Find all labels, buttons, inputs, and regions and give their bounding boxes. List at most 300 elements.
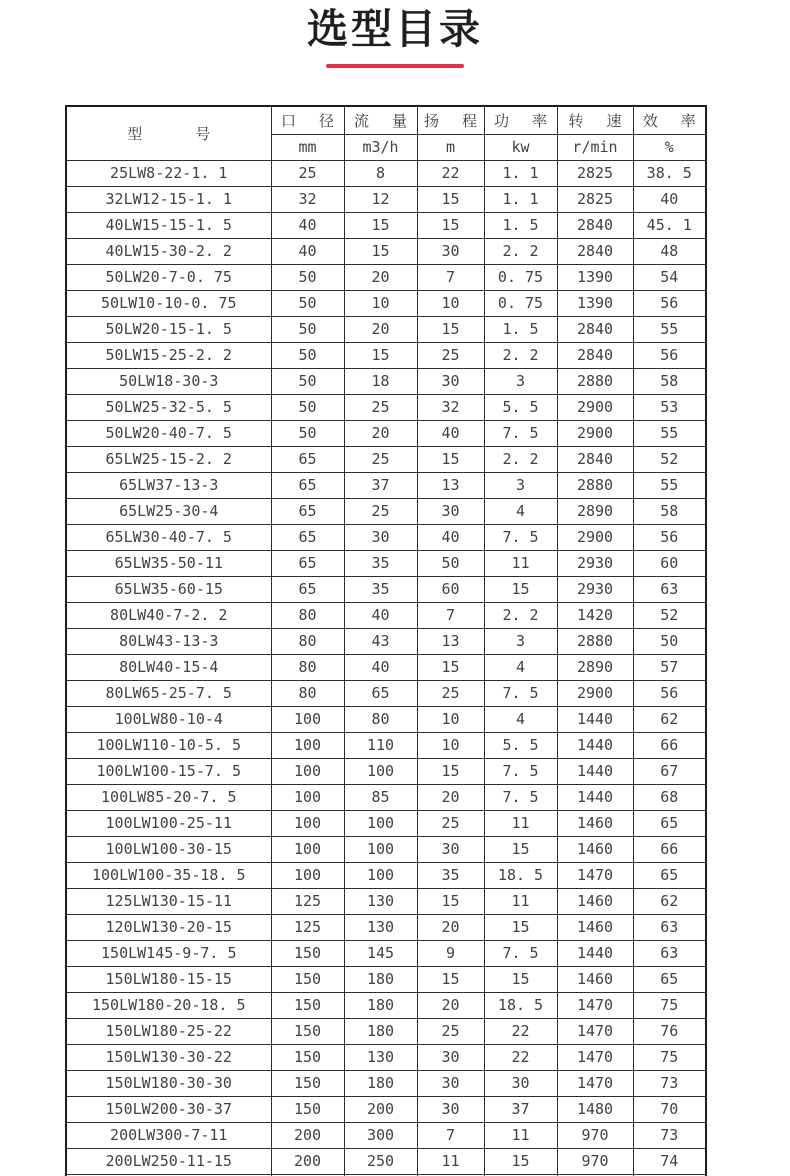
cell-speed: 970	[557, 1148, 633, 1174]
cell-model: 65LW35-60-15	[66, 576, 271, 602]
table-row	[66, 680, 706, 706]
cell-flow: 180	[344, 992, 417, 1018]
cell-efficiency: 57	[633, 654, 706, 680]
cell-speed: 1440	[557, 784, 633, 810]
col-header-model: 型 号	[66, 106, 271, 160]
cell-efficiency: 56	[633, 680, 706, 706]
cell-diameter: 40	[271, 212, 344, 238]
cell-speed: 1390	[557, 290, 633, 316]
cell-model: 50LW25-32-5. 5	[66, 394, 271, 420]
cell-diameter: 80	[271, 602, 344, 628]
cell-diameter: 65	[271, 446, 344, 472]
cell-head: 50	[417, 550, 484, 576]
cell-diameter: 50	[271, 264, 344, 290]
cell-power: 3	[484, 628, 557, 654]
cell-power: 1. 5	[484, 316, 557, 342]
cell-flow: 300	[344, 1122, 417, 1148]
cell-flow: 200	[344, 1096, 417, 1122]
cell-diameter: 100	[271, 810, 344, 836]
cell-flow: 145	[344, 940, 417, 966]
cell-model: 150LW130-30-22	[66, 1044, 271, 1070]
cell-efficiency: 58	[633, 498, 706, 524]
cell-head: 10	[417, 290, 484, 316]
cell-power: 1. 1	[484, 160, 557, 186]
cell-model: 100LW100-25-11	[66, 810, 271, 836]
cell-speed: 2890	[557, 654, 633, 680]
cell-head: 7	[417, 264, 484, 290]
page-title: 选型目录	[307, 5, 483, 53]
cell-diameter: 150	[271, 1070, 344, 1096]
cell-flow: 250	[344, 1148, 417, 1174]
unit-power: kw	[484, 134, 557, 160]
cell-efficiency: 70	[633, 1096, 706, 1122]
cell-diameter: 80	[271, 628, 344, 654]
cell-efficiency: 56	[633, 342, 706, 368]
cell-power: 3	[484, 472, 557, 498]
table-row	[66, 498, 706, 524]
cell-efficiency: 67	[633, 758, 706, 784]
cell-power: 15	[484, 836, 557, 862]
col-header-flow: 流 量	[344, 106, 417, 134]
cell-speed: 1470	[557, 992, 633, 1018]
cell-speed: 1440	[557, 706, 633, 732]
header-label-row	[66, 106, 706, 134]
cell-model: 150LW180-30-30	[66, 1070, 271, 1096]
cell-speed: 2930	[557, 576, 633, 602]
cell-model: 25LW8-22-1. 1	[66, 160, 271, 186]
cell-flow: 180	[344, 966, 417, 992]
cell-efficiency: 52	[633, 446, 706, 472]
cell-power: 7. 5	[484, 784, 557, 810]
cell-efficiency: 58	[633, 368, 706, 394]
cell-power: 11	[484, 888, 557, 914]
table-row	[66, 420, 706, 446]
cell-head: 30	[417, 368, 484, 394]
cell-power: 11	[484, 1122, 557, 1148]
cell-diameter: 100	[271, 784, 344, 810]
table-row	[66, 758, 706, 784]
table-row	[66, 862, 706, 888]
cell-speed: 1460	[557, 966, 633, 992]
cell-head: 7	[417, 602, 484, 628]
cell-efficiency: 55	[633, 316, 706, 342]
cell-speed: 1460	[557, 810, 633, 836]
cell-diameter: 50	[271, 290, 344, 316]
unit-flow: m3/h	[344, 134, 417, 160]
cell-diameter: 65	[271, 576, 344, 602]
cell-speed: 2880	[557, 368, 633, 394]
cell-head: 30	[417, 836, 484, 862]
cell-speed: 2840	[557, 446, 633, 472]
cell-diameter: 32	[271, 186, 344, 212]
cell-efficiency: 65	[633, 862, 706, 888]
cell-diameter: 50	[271, 342, 344, 368]
cell-flow: 100	[344, 810, 417, 836]
cell-model: 65LW25-15-2. 2	[66, 446, 271, 472]
cell-power: 15	[484, 966, 557, 992]
cell-head: 9	[417, 940, 484, 966]
table-row	[66, 706, 706, 732]
cell-flow: 20	[344, 264, 417, 290]
cell-model: 32LW12-15-1. 1	[66, 186, 271, 212]
table-row	[66, 602, 706, 628]
cell-speed: 1470	[557, 862, 633, 888]
cell-model: 200LW250-11-15	[66, 1148, 271, 1174]
cell-model: 100LW80-10-4	[66, 706, 271, 732]
cell-head: 30	[417, 1044, 484, 1070]
col-header-diameter: 口 径	[271, 106, 344, 134]
table-row	[66, 212, 706, 238]
cell-head: 15	[417, 888, 484, 914]
cell-diameter: 100	[271, 836, 344, 862]
cell-head: 25	[417, 680, 484, 706]
cell-head: 10	[417, 706, 484, 732]
cell-model: 80LW65-25-7. 5	[66, 680, 271, 706]
cell-head: 35	[417, 862, 484, 888]
cell-diameter: 100	[271, 758, 344, 784]
cell-flow: 20	[344, 420, 417, 446]
table-row	[66, 550, 706, 576]
cell-speed: 2825	[557, 186, 633, 212]
cell-head: 30	[417, 1096, 484, 1122]
cell-diameter: 25	[271, 160, 344, 186]
cell-flow: 80	[344, 706, 417, 732]
table-header	[66, 106, 706, 160]
cell-model: 50LW20-7-0. 75	[66, 264, 271, 290]
cell-diameter: 150	[271, 1096, 344, 1122]
cell-speed: 1440	[557, 940, 633, 966]
cell-efficiency: 73	[633, 1122, 706, 1148]
table-row	[66, 576, 706, 602]
cell-head: 15	[417, 758, 484, 784]
cell-speed: 2840	[557, 316, 633, 342]
cell-flow: 12	[344, 186, 417, 212]
cell-head: 32	[417, 394, 484, 420]
cell-efficiency: 50	[633, 628, 706, 654]
cell-flow: 35	[344, 576, 417, 602]
cell-power: 15	[484, 914, 557, 940]
cell-flow: 40	[344, 654, 417, 680]
cell-model: 120LW130-20-15	[66, 914, 271, 940]
cell-flow: 100	[344, 758, 417, 784]
cell-speed: 2825	[557, 160, 633, 186]
cell-speed: 2880	[557, 628, 633, 654]
cell-model: 150LW200-30-37	[66, 1096, 271, 1122]
cell-flow: 110	[344, 732, 417, 758]
cell-model: 150LW180-15-15	[66, 966, 271, 992]
unit-head: m	[417, 134, 484, 160]
cell-efficiency: 68	[633, 784, 706, 810]
cell-efficiency: 63	[633, 914, 706, 940]
cell-power: 22	[484, 1044, 557, 1070]
cell-flow: 65	[344, 680, 417, 706]
cell-speed: 1440	[557, 758, 633, 784]
table-row	[66, 810, 706, 836]
cell-efficiency: 60	[633, 550, 706, 576]
cell-flow: 180	[344, 1018, 417, 1044]
cell-power: 18. 5	[484, 862, 557, 888]
table-row	[66, 628, 706, 654]
cell-power: 11	[484, 810, 557, 836]
cell-diameter: 65	[271, 498, 344, 524]
cell-model: 40LW15-30-2. 2	[66, 238, 271, 264]
cell-head: 15	[417, 654, 484, 680]
table-body	[66, 160, 706, 1176]
cell-diameter: 100	[271, 732, 344, 758]
table-row	[66, 316, 706, 342]
cell-efficiency: 66	[633, 836, 706, 862]
cell-efficiency: 75	[633, 992, 706, 1018]
cell-flow: 18	[344, 368, 417, 394]
cell-head: 15	[417, 212, 484, 238]
cell-model: 80LW43-13-3	[66, 628, 271, 654]
cell-power: 22	[484, 1018, 557, 1044]
cell-head: 15	[417, 966, 484, 992]
cell-model: 65LW25-30-4	[66, 498, 271, 524]
cell-head: 30	[417, 238, 484, 264]
cell-speed: 2890	[557, 498, 633, 524]
cell-flow: 25	[344, 394, 417, 420]
cell-flow: 37	[344, 472, 417, 498]
cell-speed: 1440	[557, 732, 633, 758]
cell-diameter: 65	[271, 524, 344, 550]
cell-model: 100LW100-30-15	[66, 836, 271, 862]
cell-efficiency: 62	[633, 706, 706, 732]
cell-flow: 40	[344, 602, 417, 628]
cell-model: 150LW180-25-22	[66, 1018, 271, 1044]
table-row	[66, 1148, 706, 1174]
col-header-power: 功 率	[484, 106, 557, 134]
cell-power: 4	[484, 706, 557, 732]
table-row	[66, 784, 706, 810]
col-header-efficiency: 效 率	[633, 106, 706, 134]
cell-diameter: 50	[271, 368, 344, 394]
table-row	[66, 160, 706, 186]
cell-flow: 130	[344, 1044, 417, 1070]
cell-flow: 25	[344, 446, 417, 472]
cell-head: 25	[417, 342, 484, 368]
cell-power: 7. 5	[484, 680, 557, 706]
cell-model: 80LW40-7-2. 2	[66, 602, 271, 628]
cell-model: 50LW10-10-0. 75	[66, 290, 271, 316]
cell-diameter: 150	[271, 1018, 344, 1044]
table-row	[66, 186, 706, 212]
cell-flow: 20	[344, 316, 417, 342]
cell-diameter: 50	[271, 394, 344, 420]
cell-efficiency: 38. 5	[633, 160, 706, 186]
cell-efficiency: 63	[633, 576, 706, 602]
table-row	[66, 836, 706, 862]
cell-diameter: 50	[271, 420, 344, 446]
cell-head: 11	[417, 1148, 484, 1174]
cell-speed: 1460	[557, 914, 633, 940]
cell-model: 65LW35-50-11	[66, 550, 271, 576]
cell-diameter: 200	[271, 1122, 344, 1148]
cell-model: 100LW85-20-7. 5	[66, 784, 271, 810]
cell-power: 7. 5	[484, 524, 557, 550]
cell-head: 7	[417, 1122, 484, 1148]
cell-speed: 1480	[557, 1096, 633, 1122]
table-row	[66, 888, 706, 914]
cell-efficiency: 62	[633, 888, 706, 914]
cell-speed: 1390	[557, 264, 633, 290]
cell-power: 2. 2	[484, 342, 557, 368]
cell-speed: 2840	[557, 238, 633, 264]
table-row	[66, 966, 706, 992]
cell-diameter: 40	[271, 238, 344, 264]
cell-power: 4	[484, 654, 557, 680]
cell-efficiency: 56	[633, 524, 706, 550]
cell-head: 20	[417, 992, 484, 1018]
cell-diameter: 150	[271, 1044, 344, 1070]
cell-power: 7. 5	[484, 420, 557, 446]
cell-diameter: 125	[271, 888, 344, 914]
cell-head: 15	[417, 446, 484, 472]
table-row	[66, 290, 706, 316]
cell-speed: 2930	[557, 550, 633, 576]
cell-flow: 8	[344, 160, 417, 186]
cell-model: 50LW20-15-1. 5	[66, 316, 271, 342]
cell-power: 1. 1	[484, 186, 557, 212]
cell-model: 50LW18-30-3	[66, 368, 271, 394]
cell-power: 11	[484, 550, 557, 576]
title-block	[0, 0, 790, 68]
cell-diameter: 65	[271, 550, 344, 576]
cell-head: 20	[417, 914, 484, 940]
cell-flow: 15	[344, 342, 417, 368]
cell-efficiency: 53	[633, 394, 706, 420]
cell-speed: 1460	[557, 888, 633, 914]
cell-diameter: 65	[271, 472, 344, 498]
cell-efficiency: 75	[633, 1044, 706, 1070]
cell-power: 30	[484, 1070, 557, 1096]
cell-head: 60	[417, 576, 484, 602]
cell-flow: 130	[344, 888, 417, 914]
cell-efficiency: 65	[633, 966, 706, 992]
cell-diameter: 150	[271, 966, 344, 992]
cell-diameter: 80	[271, 680, 344, 706]
table-row	[66, 238, 706, 264]
cell-model: 65LW30-40-7. 5	[66, 524, 271, 550]
table-row	[66, 394, 706, 420]
cell-head: 30	[417, 498, 484, 524]
table-row	[66, 1070, 706, 1096]
cell-model: 80LW40-15-4	[66, 654, 271, 680]
title-underline	[326, 64, 464, 68]
cell-power: 2. 2	[484, 238, 557, 264]
cell-power: 3	[484, 368, 557, 394]
table-row	[66, 368, 706, 394]
cell-flow: 10	[344, 290, 417, 316]
cell-speed: 1470	[557, 1070, 633, 1096]
unit-efficiency: %	[633, 134, 706, 160]
cell-model: 100LW110-10-5. 5	[66, 732, 271, 758]
table-row	[66, 1044, 706, 1070]
cell-efficiency: 73	[633, 1070, 706, 1096]
cell-speed: 2900	[557, 394, 633, 420]
cell-efficiency: 74	[633, 1148, 706, 1174]
cell-power: 18. 5	[484, 992, 557, 1018]
cell-diameter: 200	[271, 1148, 344, 1174]
cell-efficiency: 55	[633, 472, 706, 498]
cell-flow: 43	[344, 628, 417, 654]
table-row	[66, 524, 706, 550]
cell-power: 1. 5	[484, 212, 557, 238]
cell-power: 7. 5	[484, 940, 557, 966]
cell-speed: 2900	[557, 524, 633, 550]
cell-speed: 1420	[557, 602, 633, 628]
cell-power: 37	[484, 1096, 557, 1122]
table-row	[66, 264, 706, 290]
cell-head: 15	[417, 186, 484, 212]
col-header-speed: 转 速	[557, 106, 633, 134]
cell-head: 25	[417, 1018, 484, 1044]
cell-power: 15	[484, 576, 557, 602]
cell-power: 4	[484, 498, 557, 524]
cell-power: 7. 5	[484, 758, 557, 784]
cell-model: 100LW100-15-7. 5	[66, 758, 271, 784]
cell-diameter: 100	[271, 706, 344, 732]
cell-efficiency: 66	[633, 732, 706, 758]
cell-flow: 15	[344, 212, 417, 238]
cell-power: 2. 2	[484, 446, 557, 472]
cell-diameter: 125	[271, 914, 344, 940]
cell-diameter: 100	[271, 862, 344, 888]
cell-speed: 2900	[557, 680, 633, 706]
cell-flow: 100	[344, 836, 417, 862]
cell-efficiency: 45. 1	[633, 212, 706, 238]
cell-speed: 2880	[557, 472, 633, 498]
col-header-head: 扬 程	[417, 106, 484, 134]
cell-flow: 30	[344, 524, 417, 550]
cell-head: 22	[417, 160, 484, 186]
table-row	[66, 940, 706, 966]
cell-head: 20	[417, 784, 484, 810]
cell-model: 150LW180-20-18. 5	[66, 992, 271, 1018]
cell-efficiency: 54	[633, 264, 706, 290]
table-row	[66, 446, 706, 472]
cell-flow: 180	[344, 1070, 417, 1096]
cell-speed: 2840	[557, 342, 633, 368]
cell-diameter: 50	[271, 316, 344, 342]
table-row	[66, 1122, 706, 1148]
cell-efficiency: 52	[633, 602, 706, 628]
cell-flow: 35	[344, 550, 417, 576]
cell-efficiency: 56	[633, 290, 706, 316]
cell-diameter: 80	[271, 654, 344, 680]
cell-model: 50LW20-40-7. 5	[66, 420, 271, 446]
cell-head: 13	[417, 472, 484, 498]
cell-speed: 970	[557, 1122, 633, 1148]
unit-diameter: mm	[271, 134, 344, 160]
cell-model: 125LW130-15-11	[66, 888, 271, 914]
cell-speed: 1470	[557, 1044, 633, 1070]
cell-model: 150LW145-9-7. 5	[66, 940, 271, 966]
cell-model: 40LW15-15-1. 5	[66, 212, 271, 238]
cell-power: 0. 75	[484, 264, 557, 290]
cell-power: 5. 5	[484, 732, 557, 758]
table-row	[66, 1018, 706, 1044]
cell-head: 40	[417, 524, 484, 550]
cell-diameter: 150	[271, 940, 344, 966]
cell-flow: 100	[344, 862, 417, 888]
table-row	[66, 914, 706, 940]
cell-power: 15	[484, 1148, 557, 1174]
cell-efficiency: 63	[633, 940, 706, 966]
cell-head: 13	[417, 628, 484, 654]
cell-speed: 2900	[557, 420, 633, 446]
cell-head: 15	[417, 316, 484, 342]
